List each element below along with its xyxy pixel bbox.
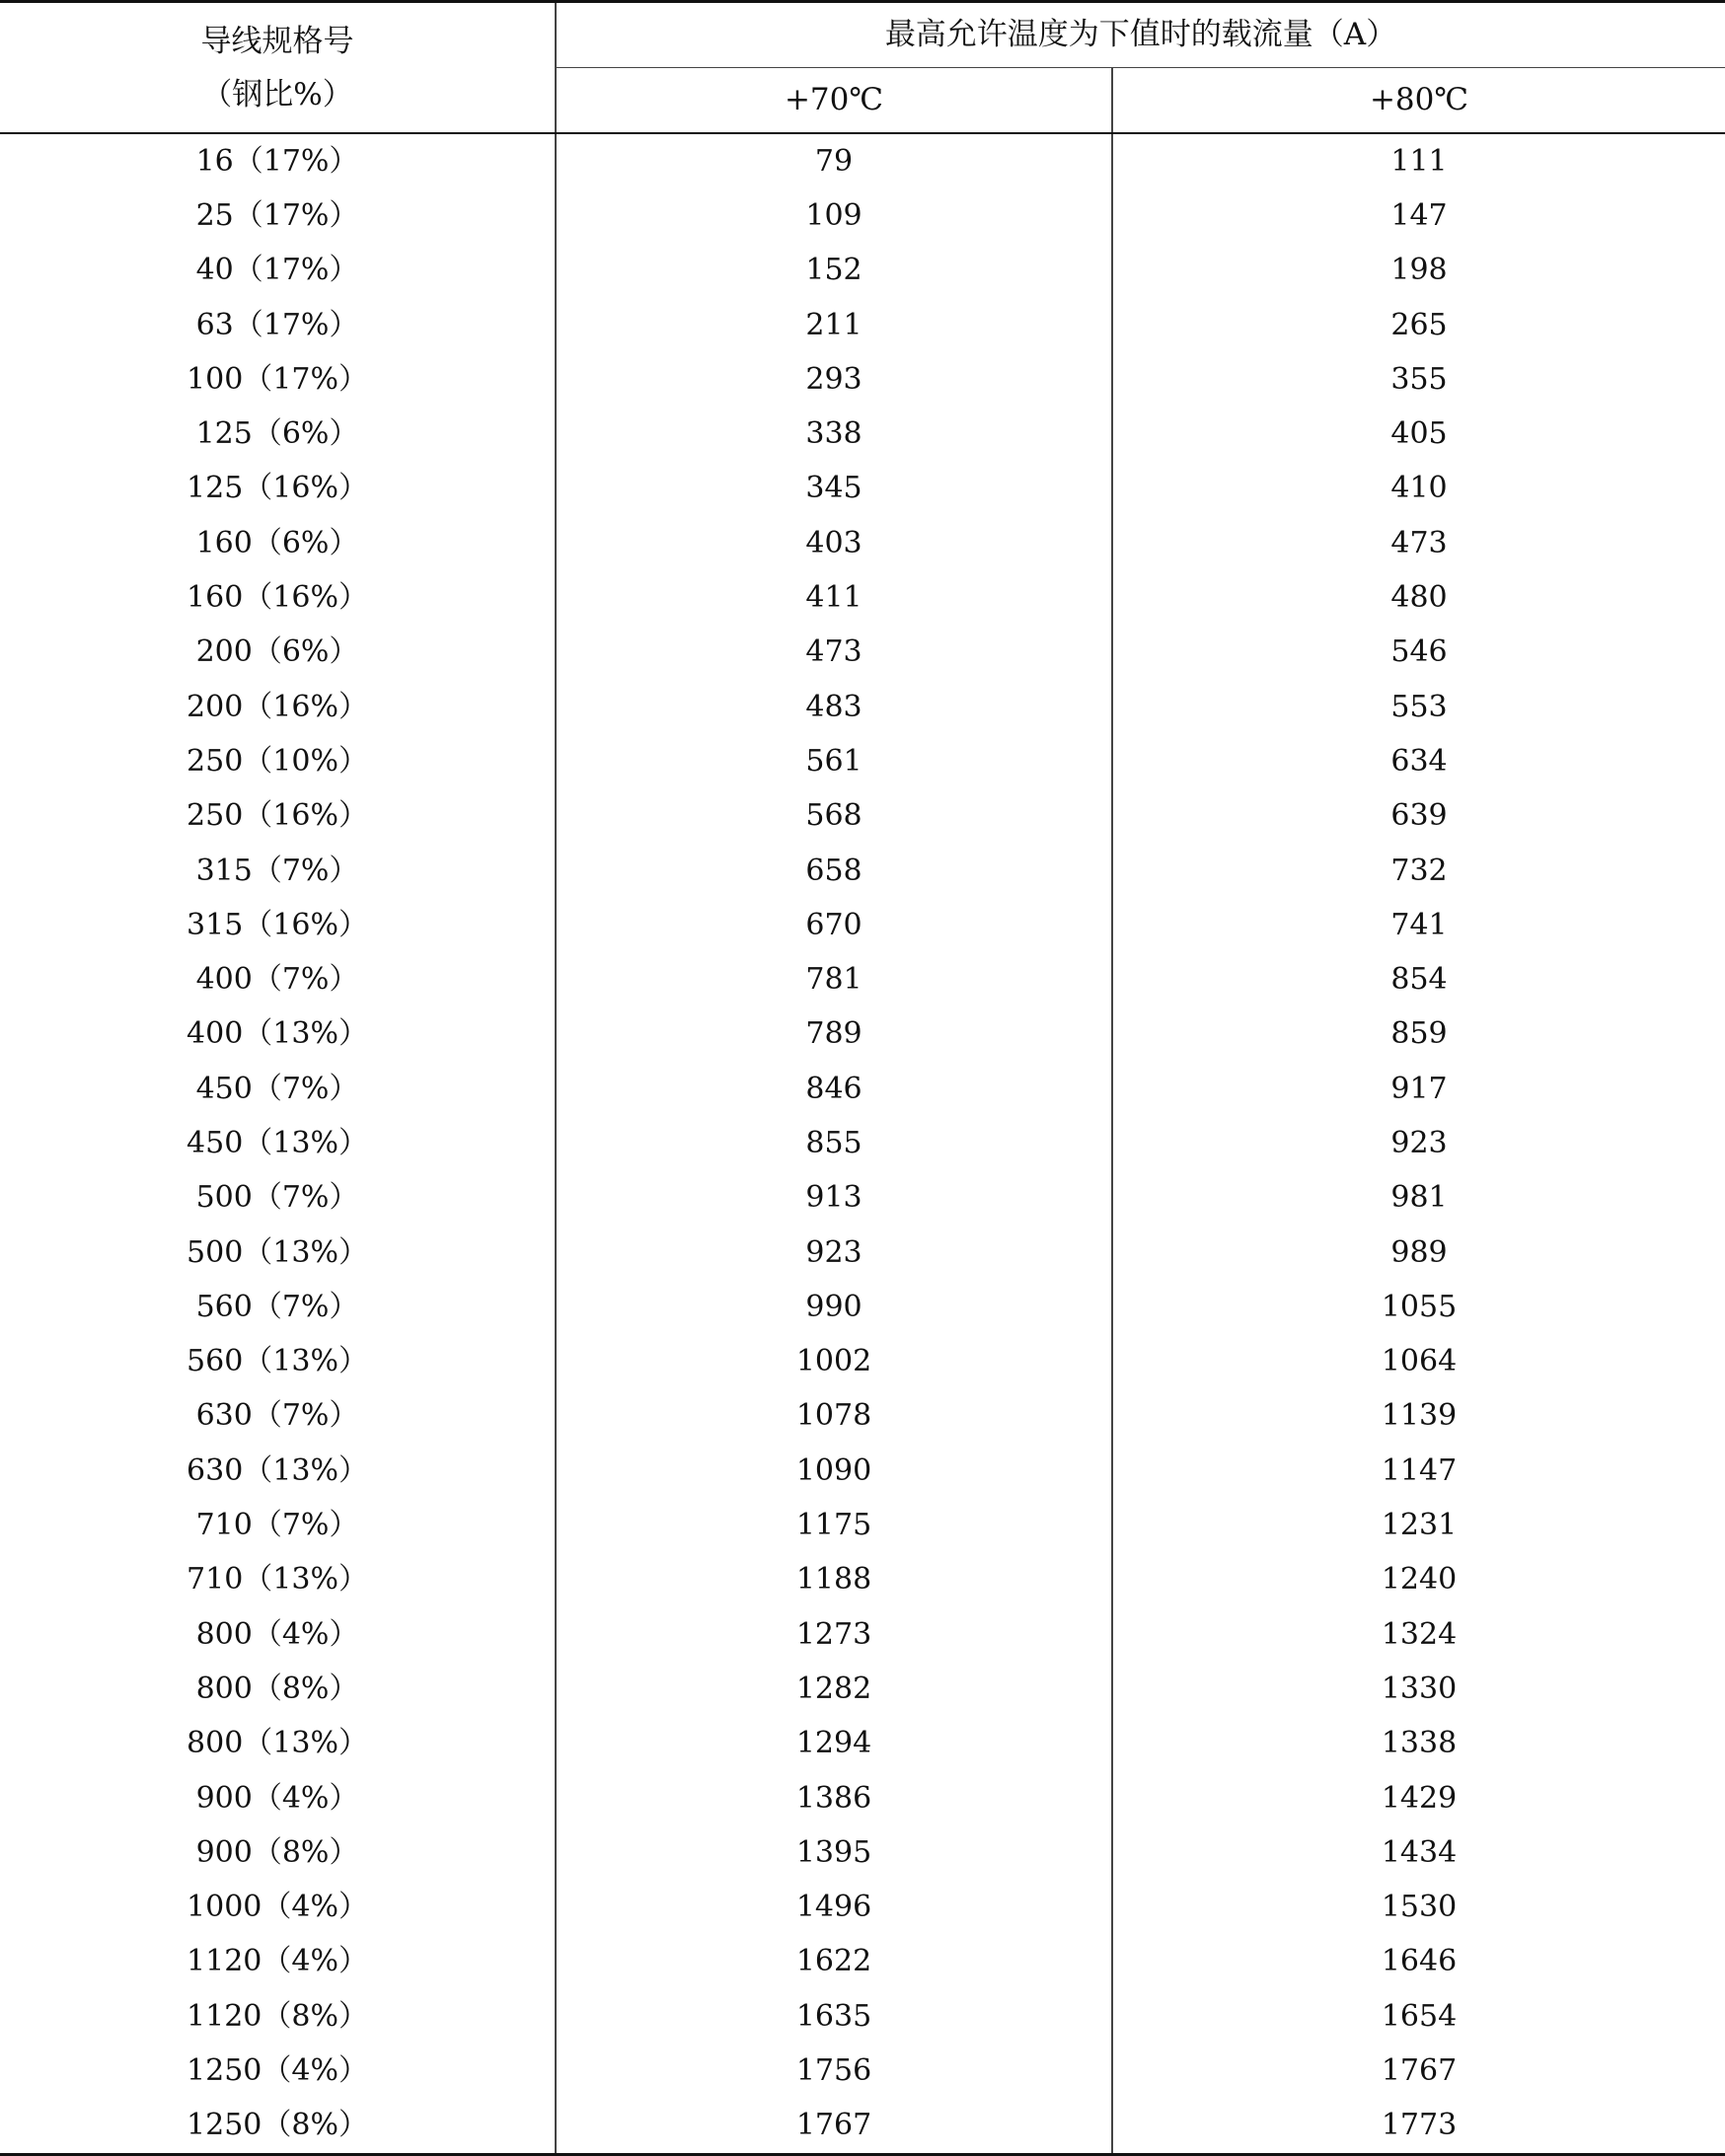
cell-ampacity-80c: 981	[1390, 1180, 1448, 1216]
cell-ampacity-80c: 111	[1390, 143, 1448, 179]
header-conductor-spec-line1: 导线规格号	[200, 23, 354, 59]
table-row	[0, 1825, 1725, 1880]
cell-conductor-spec: 560（7%）	[0, 1280, 556, 1334]
table-row	[0, 1226, 1725, 1280]
cell-conductor-spec: 1000（4%）	[0, 1881, 556, 1935]
table-row	[0, 298, 1725, 352]
cell-ampacity-70c: 1002	[556, 1335, 1112, 1389]
cell-conductor-spec: 1120（8%）	[0, 1989, 556, 2044]
cell-ampacity-70c: 670	[556, 898, 1112, 952]
cell-ampacity-70c: 923	[556, 1226, 1112, 1280]
table-row	[0, 734, 1725, 788]
cell-conductor-spec: 1250（4%）	[0, 2044, 556, 2098]
table-row	[0, 1444, 1725, 1498]
table-row	[0, 1007, 1725, 1062]
cell-conductor-spec: 400（7%）	[0, 952, 556, 1006]
cell-conductor-spec: 450（7%）	[0, 1062, 556, 1116]
cell-ampacity-80c: 732	[1390, 853, 1448, 888]
cell-ampacity-70c: 561	[556, 734, 1112, 788]
cell-ampacity-70c: 1188	[556, 1553, 1112, 1607]
cell-ampacity-80c: 1654	[1381, 1998, 1458, 2034]
table-row	[0, 1989, 1725, 2044]
cell-ampacity-70c: 913	[556, 1171, 1112, 1226]
cell-conductor-spec: 630（13%）	[0, 1444, 556, 1498]
cell-conductor-spec: 1120（4%）	[0, 1935, 556, 1989]
table-row	[0, 1607, 1725, 1662]
cell-ampacity-70c: 789	[556, 1007, 1112, 1062]
cell-ampacity-70c: 211	[556, 298, 1112, 352]
cell-conductor-spec: 800（4%）	[0, 1607, 556, 1662]
table-header	[0, 2, 1725, 134]
table-row	[0, 1280, 1725, 1334]
table-row	[0, 1935, 1725, 1989]
cell-ampacity-80c: 546	[1390, 634, 1448, 670]
table-row	[0, 462, 1725, 516]
cell-ampacity-80c: 854	[1390, 962, 1448, 998]
cell-ampacity-70c: 1622	[556, 1935, 1112, 1989]
cell-ampacity-70c: 338	[556, 407, 1112, 461]
table-row	[0, 244, 1725, 298]
cell-ampacity-70c: 1273	[556, 1607, 1112, 1662]
cell-ampacity-80c: 355	[1390, 361, 1448, 397]
cell-ampacity-80c: 917	[1390, 1071, 1448, 1106]
cell-ampacity-70c: 473	[556, 626, 1112, 680]
cell-ampacity-70c: 846	[556, 1062, 1112, 1116]
cell-ampacity-80c: 1231	[1381, 1508, 1458, 1543]
table-row	[0, 133, 1725, 188]
table-row	[0, 626, 1725, 680]
cell-conductor-spec: 500（13%）	[0, 1226, 556, 1280]
cell-ampacity-80c: 147	[1390, 197, 1448, 233]
cell-conductor-spec: 315（16%）	[0, 898, 556, 952]
table-row	[0, 680, 1725, 734]
cell-ampacity-80c: 634	[1390, 743, 1448, 779]
cell-ampacity-80c: 859	[1390, 1016, 1448, 1052]
cell-ampacity-80c: 1324	[1381, 1616, 1458, 1652]
cell-ampacity-70c: 1395	[556, 1825, 1112, 1880]
cell-conductor-spec: 25（17%）	[0, 188, 556, 243]
table-row	[0, 1062, 1725, 1116]
cell-ampacity-70c: 1767	[556, 2099, 1112, 2155]
header-temp-70: +70℃	[556, 68, 1112, 134]
table-row	[0, 1335, 1725, 1389]
cell-ampacity-80c: 1055	[1381, 1289, 1458, 1324]
cell-ampacity-80c: 1064	[1381, 1344, 1458, 1379]
cell-ampacity-80c: 639	[1390, 798, 1448, 834]
cell-conductor-spec: 40（17%）	[0, 244, 556, 298]
table-body	[0, 133, 1725, 2154]
cell-conductor-spec: 710（7%）	[0, 1498, 556, 1552]
table-row	[0, 352, 1725, 407]
table-row	[0, 844, 1725, 898]
cell-ampacity-70c: 855	[556, 1116, 1112, 1170]
cell-conductor-spec: 250（16%）	[0, 789, 556, 844]
cell-ampacity-70c: 658	[556, 844, 1112, 898]
table-row	[0, 952, 1725, 1006]
cell-ampacity-70c: 403	[556, 516, 1112, 570]
cell-ampacity-80c: 923	[1390, 1125, 1448, 1160]
cell-conductor-spec: 900（8%）	[0, 1825, 556, 1880]
cell-conductor-spec: 250（10%）	[0, 734, 556, 788]
cell-conductor-spec: 450（13%）	[0, 1116, 556, 1170]
cell-ampacity-80c: 405	[1390, 416, 1448, 452]
cell-ampacity-80c: 989	[1390, 1234, 1448, 1270]
header-conductor-spec	[0, 2, 556, 134]
cell-ampacity-70c: 1635	[556, 1989, 1112, 2044]
cell-ampacity-80c: 1767	[1381, 2053, 1458, 2089]
cell-conductor-spec: 800（8%）	[0, 1662, 556, 1716]
table-row	[0, 188, 1725, 243]
cell-ampacity-70c: 1175	[556, 1498, 1112, 1552]
table-row	[0, 1881, 1725, 1935]
cell-conductor-spec: 500（7%）	[0, 1171, 556, 1226]
cell-conductor-spec: 16（17%）	[0, 133, 556, 188]
cell-ampacity-70c: 1282	[556, 1662, 1112, 1716]
cell-ampacity-70c: 293	[556, 352, 1112, 407]
cell-conductor-spec: 200（16%）	[0, 680, 556, 734]
header-ampacity-group: 最高允许温度为下值时的载流量（A）	[556, 2, 1725, 68]
cell-ampacity-70c: 1496	[556, 1881, 1112, 1935]
cell-ampacity-70c: 568	[556, 789, 1112, 844]
cell-conductor-spec: 1250（8%）	[0, 2099, 556, 2155]
cell-conductor-spec: 900（4%）	[0, 1771, 556, 1825]
header-conductor-spec-line2: （钢比%）	[201, 76, 353, 112]
cell-ampacity-80c: 1434	[1381, 1834, 1458, 1870]
cell-ampacity-70c: 79	[556, 133, 1112, 188]
cell-conductor-spec: 100（17%）	[0, 352, 556, 407]
cell-ampacity-70c: 781	[556, 952, 1112, 1006]
table-row	[0, 789, 1725, 844]
cell-ampacity-80c: 480	[1390, 580, 1448, 616]
table-row	[0, 1171, 1725, 1226]
cell-conductor-spec: 160（6%）	[0, 516, 556, 570]
cell-ampacity-70c: 990	[556, 1280, 1112, 1334]
table-row	[0, 1498, 1725, 1552]
cell-conductor-spec: 63（17%）	[0, 298, 556, 352]
cell-ampacity-80c: 198	[1390, 253, 1448, 288]
cell-conductor-spec: 560（13%）	[0, 1335, 556, 1389]
cell-ampacity-80c: 265	[1390, 307, 1448, 342]
cell-ampacity-80c: 473	[1390, 525, 1448, 560]
cell-conductor-spec: 125（6%）	[0, 407, 556, 461]
table-row	[0, 1771, 1725, 1825]
table-row	[0, 1116, 1725, 1170]
cell-conductor-spec: 710（13%）	[0, 1553, 556, 1607]
cell-ampacity-80c: 741	[1390, 907, 1448, 942]
cell-ampacity-80c: 1139	[1381, 1398, 1458, 1434]
table-row	[0, 1389, 1725, 1444]
cell-ampacity-80c: 1773	[1112, 2099, 1725, 2155]
cell-ampacity-70c: 1756	[556, 2044, 1112, 2098]
table-row	[0, 2044, 1725, 2098]
cell-ampacity-70c: 1386	[556, 1771, 1112, 1825]
table-row	[0, 1553, 1725, 1607]
cell-ampacity-80c: 1240	[1381, 1562, 1458, 1598]
cell-ampacity-80c: 1147	[1381, 1452, 1458, 1488]
cell-ampacity-80c: 410	[1390, 471, 1448, 506]
cell-ampacity-70c: 345	[556, 462, 1112, 516]
cell-ampacity-80c: 1429	[1381, 1780, 1458, 1816]
table-row	[0, 570, 1725, 625]
table-row	[0, 898, 1725, 952]
cell-conductor-spec: 800（13%）	[0, 1717, 556, 1771]
cell-conductor-spec: 200（6%）	[0, 626, 556, 680]
cell-ampacity-80c: 1646	[1381, 1944, 1458, 1979]
cell-conductor-spec: 400（13%）	[0, 1007, 556, 1062]
cell-ampacity-70c: 411	[556, 570, 1112, 625]
header-temp-80: +80℃	[1112, 68, 1725, 134]
table-row	[0, 2099, 1725, 2155]
table-row	[0, 1662, 1725, 1716]
cell-ampacity-70c: 152	[556, 244, 1112, 298]
table-row	[0, 516, 1725, 570]
cell-ampacity-80c: 1530	[1381, 1890, 1458, 1925]
table-row	[0, 407, 1725, 461]
cell-conductor-spec: 125（16%）	[0, 462, 556, 516]
cell-ampacity-70c: 1294	[556, 1717, 1112, 1771]
cell-conductor-spec: 630（7%）	[0, 1389, 556, 1444]
cell-ampacity-80c: 1338	[1381, 1726, 1458, 1761]
table-row	[0, 1717, 1725, 1771]
cell-ampacity-80c: 1330	[1381, 1671, 1458, 1706]
cell-ampacity-70c: 483	[556, 680, 1112, 734]
cell-ampacity-80c: 553	[1390, 689, 1448, 724]
cell-ampacity-70c: 109	[556, 188, 1112, 243]
cell-ampacity-70c: 1078	[556, 1389, 1112, 1444]
cell-conductor-spec: 160（16%）	[0, 570, 556, 625]
cell-ampacity-70c: 1090	[556, 1444, 1112, 1498]
cell-conductor-spec: 315（7%）	[0, 844, 556, 898]
